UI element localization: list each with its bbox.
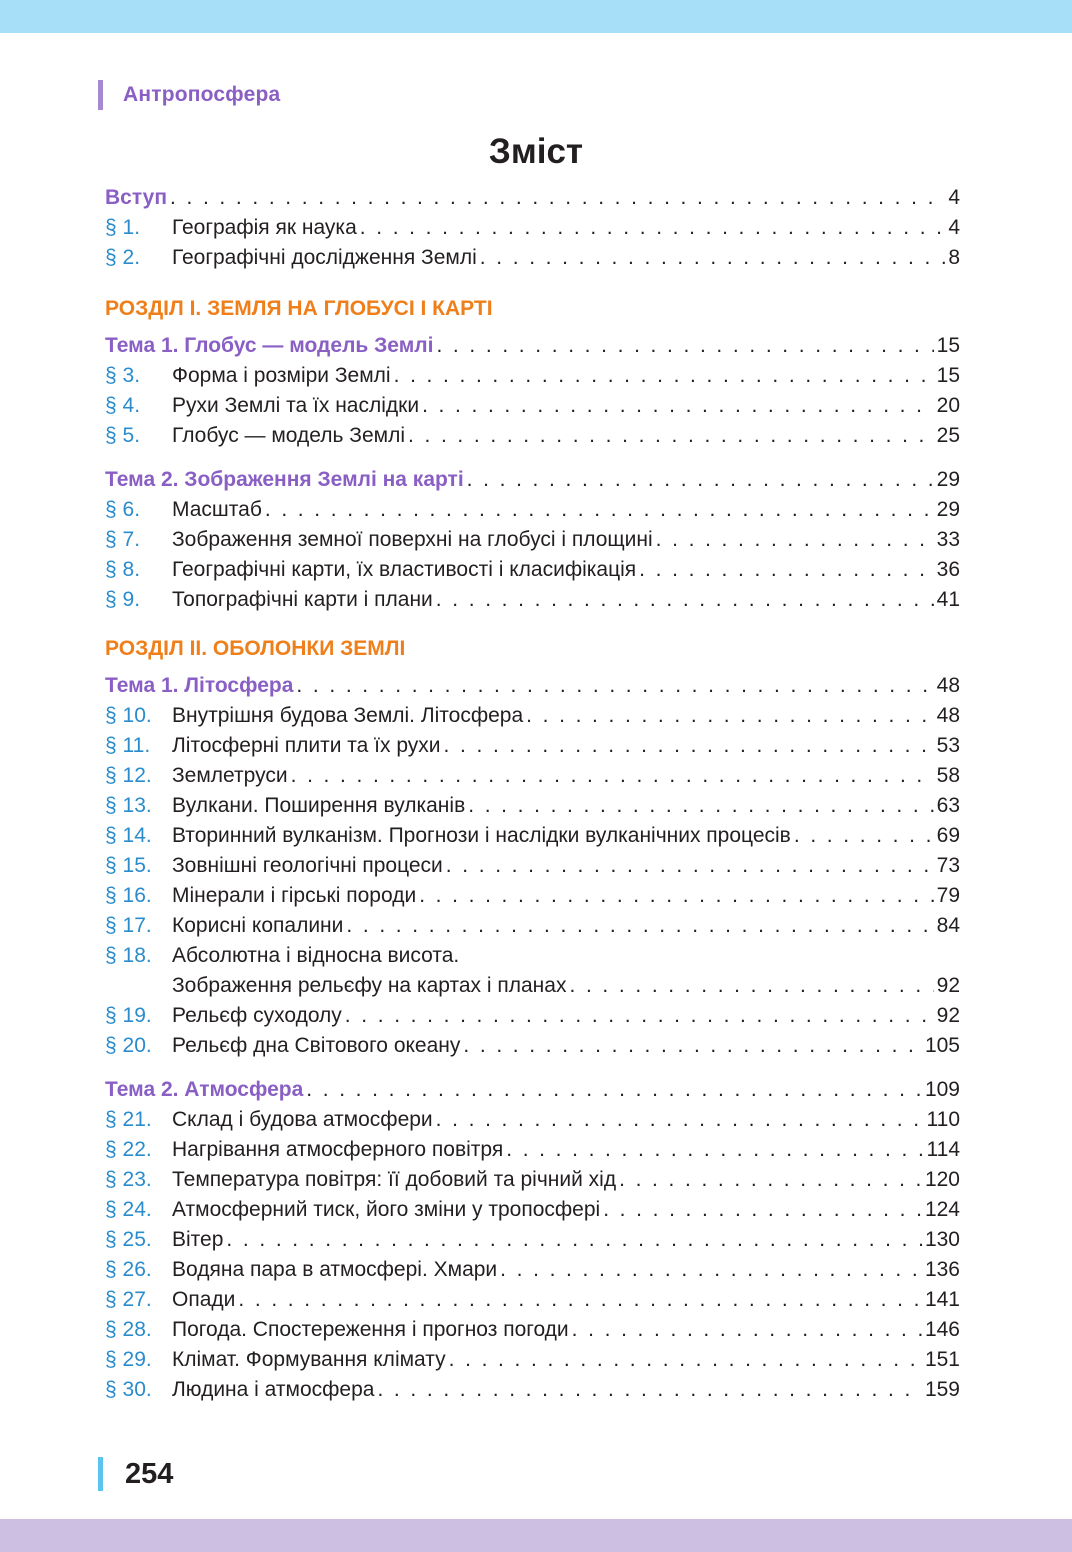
toc-entry-label: Рельєф суходолу [172,1004,342,1027]
toc-entry [105,1031,960,1061]
toc-entry-label: Внутрішня будова Землі. Літосфера [172,704,524,727]
toc-paragraph-number: § 22. [105,1138,152,1161]
toc-paragraph-number: § 11. [105,734,151,757]
toc-entry-label: Зображення рельєфу на картах і планах [172,974,567,997]
section2-topic2-items [105,1105,960,1405]
toc-page-number: 124 [924,1198,960,1221]
page-number: 254 [125,1457,174,1490]
toc-entry-label: Атмосферний тиск, його зміни у тропосфері [172,1198,601,1221]
toc-entry [105,495,960,525]
dot-leader [526,701,933,731]
toc-page-number: 109 [924,1078,960,1101]
toc-page-number: 53 [936,734,960,757]
dot-leader [463,1031,922,1061]
toc-topic-2-1 [105,671,960,701]
toc-entry-label: Вулкани. Поширення вулканів [172,794,466,817]
toc-entry [105,761,960,791]
dot-leader [226,1225,922,1255]
running-header [98,80,280,110]
toc-page-number: 136 [924,1258,960,1281]
toc-entry [105,881,960,911]
toc-page-number: 29 [936,498,960,521]
toc-entry [105,911,960,941]
toc-page-number: 141 [924,1288,960,1311]
toc-paragraph-number: § 6. [105,498,141,521]
toc-entry-label: Температура повітря: її добовий та річний хід [172,1168,617,1191]
toc-entry-label: Корисні копалини [172,914,344,937]
dot-leader [238,1285,922,1315]
section2-topic1-items [105,701,960,941]
toc-entry-label: Географічні карти, їх властивості і класифікація [172,558,637,581]
toc-paragraph-number: § 4. [105,394,141,417]
dot-leader [436,331,933,361]
dot-leader [467,465,934,495]
toc-page-number: 29 [936,468,960,491]
toc-entry-label: Зображення земної поверхні на глобусі і площині [172,528,653,551]
header-accent-bar [98,80,103,110]
toc-entry [105,525,960,555]
toc-paragraph-number: § 30. [105,1378,152,1401]
section2-topic1-items-after [105,1001,960,1061]
running-title: Антропосфера [123,83,281,106]
toc-page-number: 41 [936,588,960,611]
dot-leader [436,585,934,615]
toc-entry-label: Клімат. Формування клімату [172,1348,446,1371]
toc-entry-label: Нагрівання атмосферного повітря [172,1138,504,1161]
toc-entry [105,1135,960,1165]
dot-leader [468,791,933,821]
toc-page-number: 146 [924,1318,960,1341]
section1-topic1-items [105,361,960,451]
toc-page-number: 114 [926,1138,960,1161]
toc-entry-label: Склад і будова атмосфери [172,1108,433,1131]
toc-page-number: 159 [924,1378,960,1401]
toc-entry [105,213,960,243]
toc-paragraph-number: § 20. [105,1034,152,1057]
toc-page-number: 92 [936,1004,960,1027]
toc-entry-18-continued [105,971,960,1001]
toc-entry [105,1225,960,1255]
toc-entry-label: Літосферні плити та їх рухи [172,734,441,757]
toc-entry-label: Рельєф дна Світового океану [172,1034,461,1057]
toc-paragraph-number: § 10. [105,704,152,727]
toc-entry-label: Географічні дослідження Землі [172,246,477,269]
toc-entry-label: Вступ [105,186,168,209]
toc-entry-label: Погода. Спостереження і прогноз погоди [172,1318,569,1341]
dot-leader [419,881,933,911]
toc-topic-label: Тема 1. Глобус — модель Землі [105,334,434,357]
toc-topic-label: Тема 2. Зображення Землі на карті [105,468,464,491]
folio-accent-bar [98,1457,103,1491]
toc-entry-label: Топографічні карти і плани [172,588,433,611]
dot-leader [265,495,934,525]
toc-entry [105,1165,960,1195]
dot-leader [603,1195,922,1225]
toc-topic-label: Тема 1. Літосфера [105,674,294,697]
toc-entry-label: Землетруси [172,764,288,787]
dot-leader [506,1135,923,1165]
toc-paragraph-number: § 7. [105,528,141,551]
toc-entry [105,1285,960,1315]
toc-entry-label: Мінерали і гірські породи [172,884,417,907]
toc-page-number: 120 [924,1168,960,1191]
dot-leader [377,1375,922,1405]
section1-topic2-items [105,495,960,615]
toc-paragraph-number: § 3. [105,364,141,387]
dot-leader [291,761,934,791]
dot-leader [408,421,934,451]
dot-leader [480,243,946,273]
toc-page-number: 48 [936,674,960,697]
toc-entry-label: Географія як наука [172,216,357,239]
toc-entry [105,791,960,821]
dot-leader [170,183,945,213]
toc-page-number: 33 [936,528,960,551]
dot-leader [449,1345,922,1375]
toc-paragraph-number: § 21. [105,1108,152,1131]
toc-paragraph-number: § 26. [105,1258,152,1281]
section-heading-2: РОЗДІЛ ІІ. ОБОЛОНКИ ЗЕМЛІ [105,637,406,660]
toc-page-number: 15 [936,364,960,387]
toc-page-number: 8 [948,246,960,269]
toc-page-number: 69 [936,824,960,847]
toc-entry [105,1315,960,1345]
page-title: Зміст [488,132,584,171]
section-heading-1: РОЗДІЛ І. ЗЕМЛЯ НА ГЛОБУСІ І КАРТІ [105,297,493,320]
toc-entry [105,851,960,881]
toc-entry [105,1105,960,1135]
toc-paragraph-number: § 14. [105,824,152,847]
dot-leader [569,971,933,1001]
toc-entry [105,1345,960,1375]
intro-items [105,213,960,273]
toc-entry [105,731,960,761]
toc-paragraph-number: § 28. [105,1318,152,1341]
toc-paragraph-number: § 24. [105,1198,152,1221]
toc-entry-label: Зовнішні геологічні процеси [172,854,443,877]
toc-page-number: 20 [936,394,960,417]
toc-entry-label: Абсолютна і відносна висота. [172,944,460,967]
toc-entry-intro [105,183,960,213]
toc-page-number: 151 [924,1348,960,1371]
toc-page-number: 84 [936,914,960,937]
toc-paragraph-number: § 18. [105,944,152,967]
toc-page-number: 4 [948,216,960,239]
toc-page-number: 110 [926,1108,960,1131]
toc-page-number: 48 [936,704,960,727]
toc-page-number: 63 [936,794,960,817]
toc-paragraph-number: § 25. [105,1228,152,1251]
toc-entry [105,555,960,585]
toc-entry-label: Глобус — модель Землі [172,424,405,447]
toc-page-number: 92 [936,974,960,997]
toc-entry [105,1375,960,1405]
toc-page-number: 4 [948,186,960,209]
dot-leader [306,1075,922,1105]
toc-page-number: 105 [924,1034,960,1057]
toc-entry-label: Опади [172,1288,236,1311]
dot-leader [794,821,934,851]
dot-leader [394,361,934,391]
toc-entry-label: Форма і розміри Землі [172,364,391,387]
toc-entry-18 [105,941,960,971]
toc-paragraph-number: § 8. [105,558,141,581]
toc-paragraph-number: § 9. [105,588,141,611]
dot-leader [500,1255,922,1285]
toc-entry-label: Вторинний вулканізм. Прогнози і наслідки вулканічних процесів [172,824,791,847]
toc-page-number: 73 [936,854,960,877]
toc-entry [105,1255,960,1285]
dot-leader [444,731,934,761]
toc-paragraph-number: § 13. [105,794,152,817]
toc-paragraph-number: § 1. [105,216,141,239]
dot-leader [656,525,934,555]
toc-page-number: 15 [936,334,960,357]
toc-entry [105,585,960,615]
toc-entry [105,1195,960,1225]
toc-entry-label: Рухи Землі та їх наслідки [172,394,420,417]
toc-paragraph-number: § 27. [105,1288,152,1311]
toc-paragraph-number: § 19. [105,1004,152,1027]
toc-entry-label: Вітер [172,1228,224,1251]
table-of-contents [105,183,960,1405]
toc-paragraph-number: § 5. [105,424,141,447]
toc-entry [105,421,960,451]
toc-page-number: 36 [936,558,960,581]
toc-paragraph-number: § 29. [105,1348,152,1371]
toc-topic-1-2 [105,465,960,495]
toc-entry [105,821,960,851]
toc-paragraph-number: § 15. [105,854,152,877]
toc-entry [105,391,960,421]
toc-topic-2-2 [105,1075,960,1105]
dot-leader [346,911,933,941]
toc-page-number: 58 [936,764,960,787]
toc-entry-label: Водяна пара в атмосфері. Хмари [172,1258,498,1281]
dot-leader [572,1315,922,1345]
dot-leader [296,671,933,701]
toc-page-number: 130 [924,1228,960,1251]
toc-entry-label: Масштаб [172,498,262,521]
toc-entry [105,701,960,731]
toc-entry [105,361,960,391]
toc-paragraph-number: § 16. [105,884,152,907]
dot-leader [446,851,934,881]
toc-paragraph-number: § 17. [105,914,152,937]
toc-page-number: 79 [936,884,960,907]
dot-leader [345,1001,934,1031]
dot-leader [639,555,933,585]
toc-topic-label: Тема 2. Атмосфера [105,1078,304,1101]
toc-entry [105,243,960,273]
toc-paragraph-number: § 12. [105,764,152,787]
top-color-band [0,0,1072,33]
bottom-color-band [0,1519,1072,1552]
page-folio [98,1457,173,1491]
dot-leader [422,391,934,421]
toc-page-number: 25 [936,424,960,447]
toc-entry [105,1001,960,1031]
toc-topic-1-1 [105,331,960,361]
toc-entry-label: Людина і атмосфера [172,1378,375,1401]
toc-paragraph-number: § 23. [105,1168,152,1191]
dot-leader [619,1165,922,1195]
dot-leader [436,1105,924,1135]
toc-paragraph-number: § 2. [105,246,141,269]
dot-leader [360,213,946,243]
